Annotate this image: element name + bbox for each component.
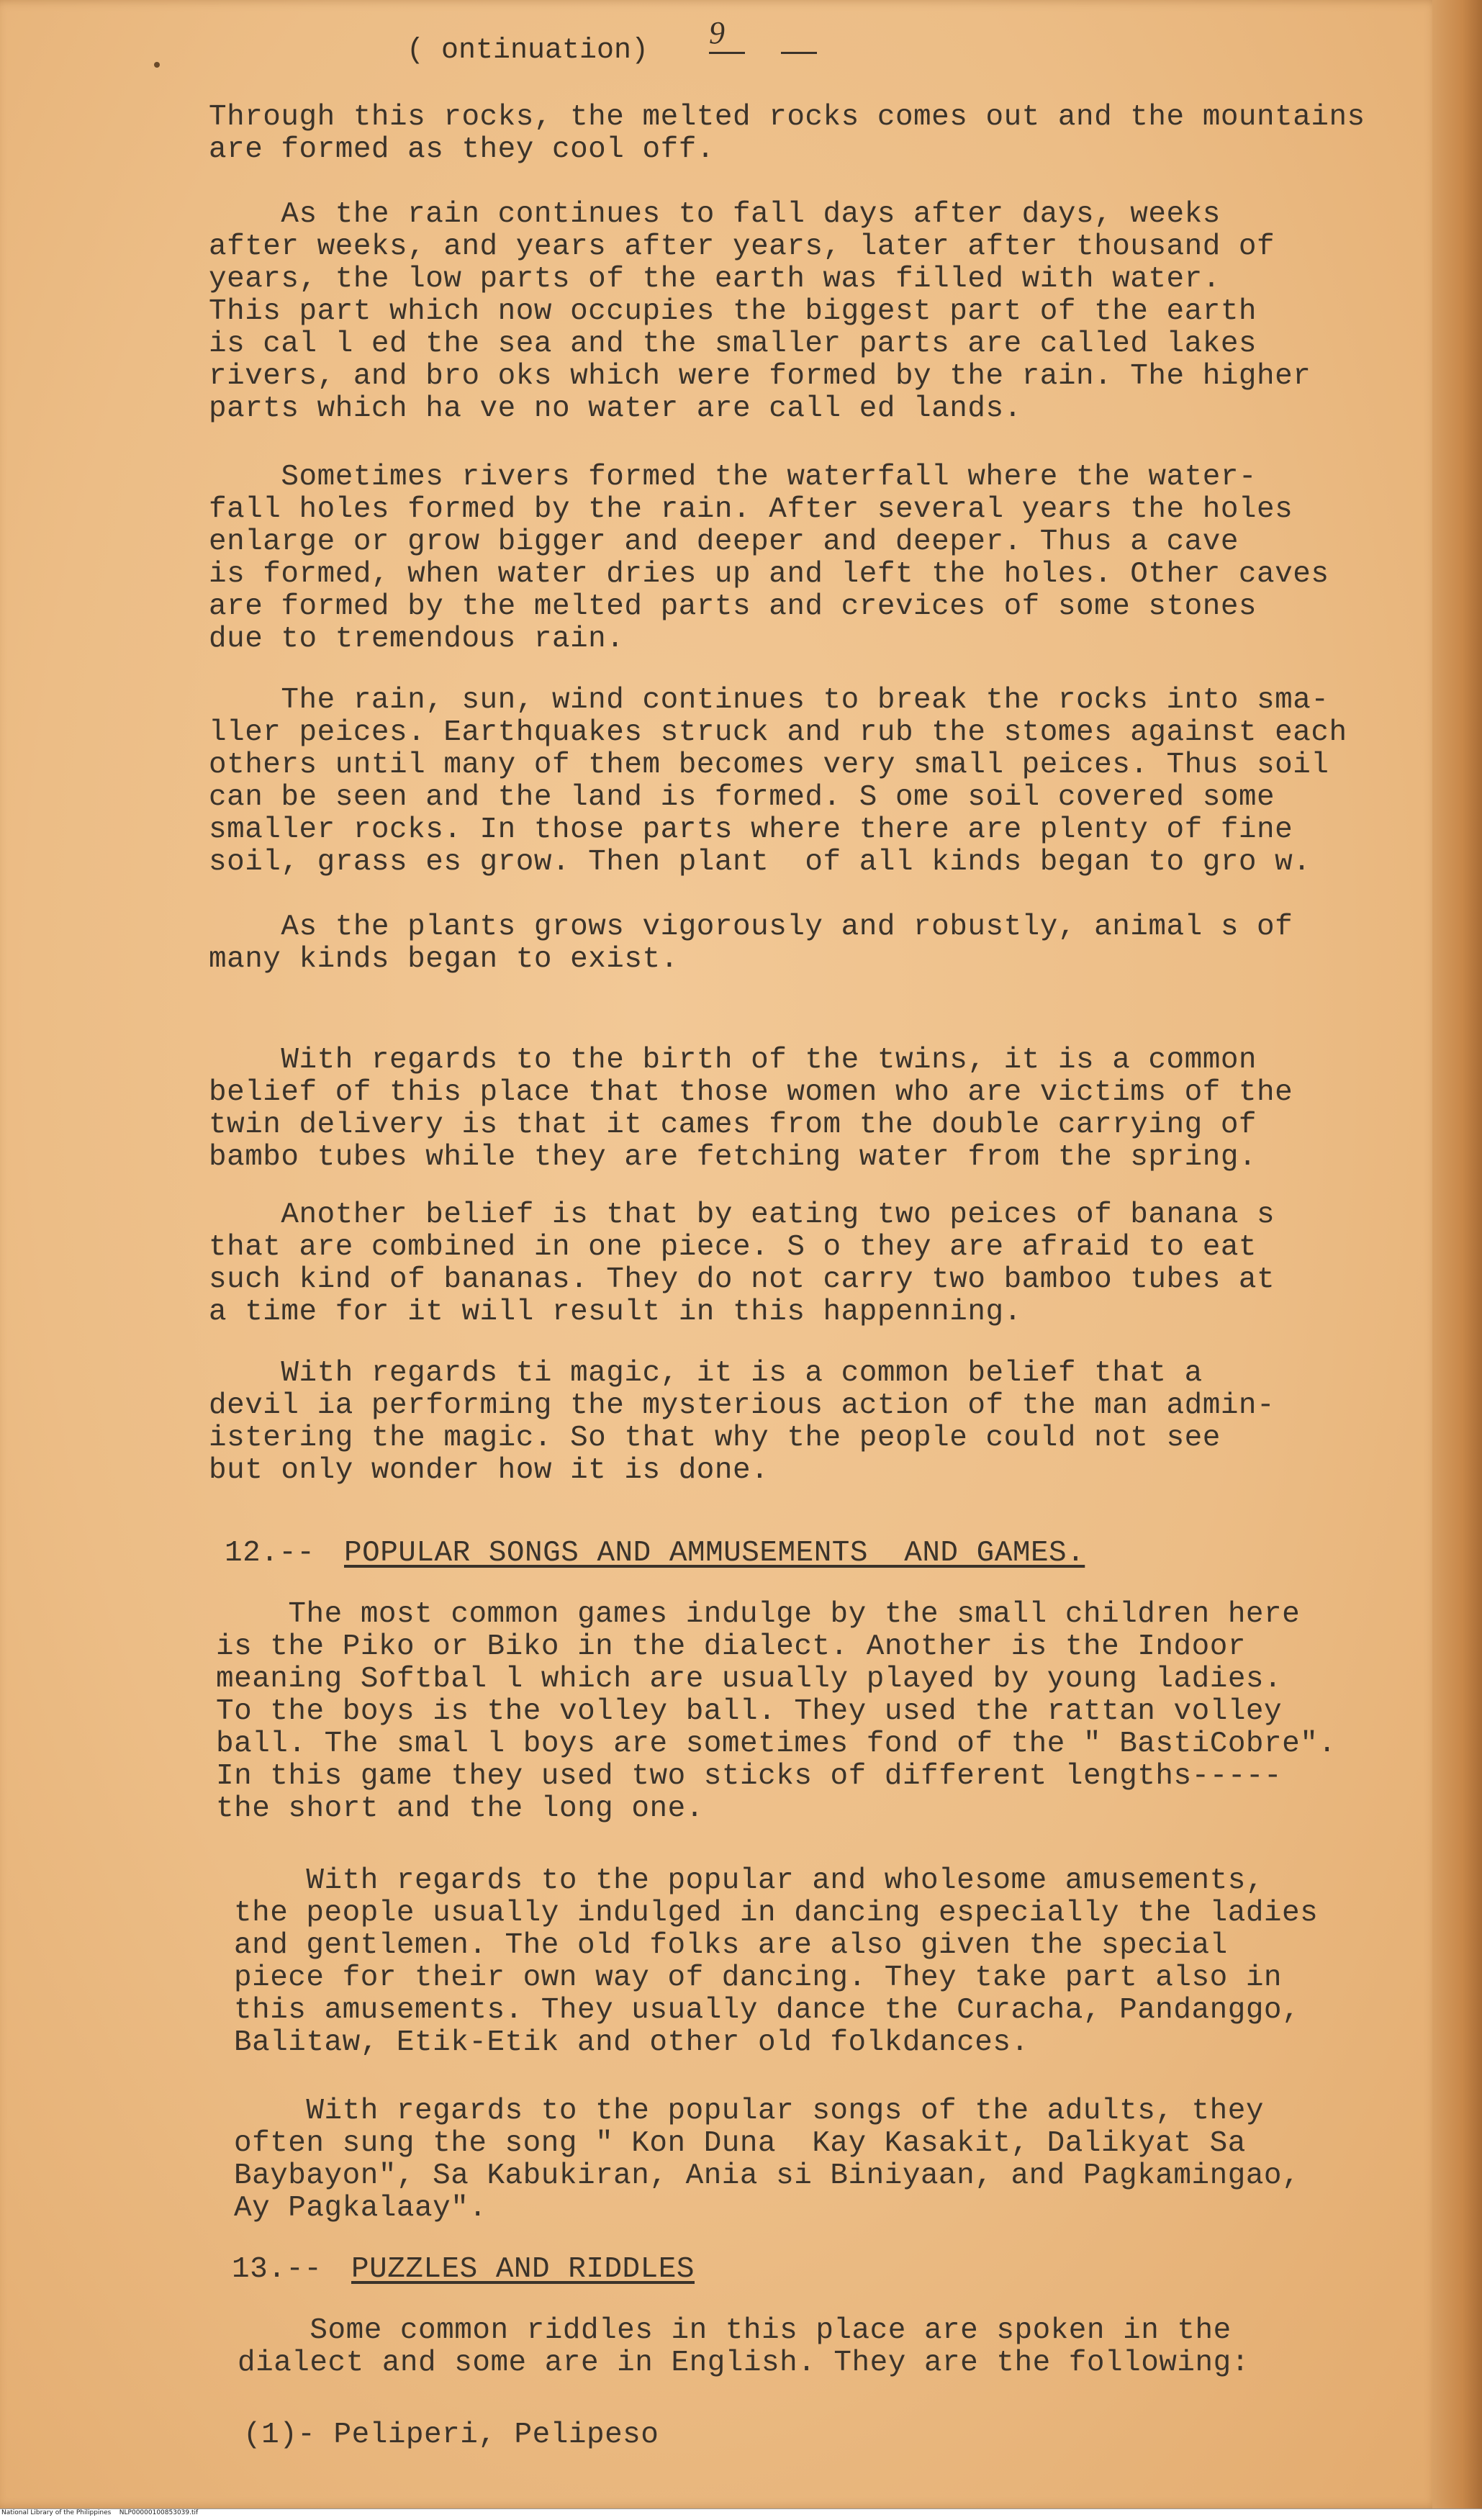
header-dash-left bbox=[709, 52, 745, 54]
paragraph-line: the short and the long one. bbox=[216, 1792, 704, 1825]
paragraph-line: enlarge or grow bigger and deeper and deeper. Thus a cave bbox=[209, 525, 1239, 559]
paragraph-line: a time for it will result in this happenning. bbox=[209, 1296, 1022, 1329]
paragraph-line: devil ia performing the mysterious action of the man admin- bbox=[209, 1389, 1275, 1422]
paragraph-line: This part which now occupies the biggest part of the earth bbox=[209, 295, 1257, 328]
paragraph-line: To the boys is the volley ball. They used the rattan volley bbox=[216, 1695, 1283, 1728]
paragraph-line: The most common games indulge by the small children here bbox=[216, 1598, 1301, 1631]
paragraph-line: Sometimes rivers formed the waterfall where the water- bbox=[209, 461, 1257, 494]
paragraph-line: Through this rocks, the melted rocks comes out and the mountains bbox=[209, 101, 1365, 134]
paragraph-line: is the Piko or Biko in the dialect. Another is the Indoor bbox=[216, 1630, 1246, 1663]
paragraph-line: the people usually indulged in dancing especially the ladies bbox=[234, 1897, 1319, 1930]
paragraph-line: ball. The smal l boys are sometimes fond of the " BastiCobre". bbox=[216, 1728, 1337, 1761]
paragraph-line: With regards ti magic, it is a common belief that a bbox=[209, 1357, 1203, 1390]
footer-strip bbox=[0, 2508, 1482, 2520]
paragraph-line: twin delivery is that it cames from the double carrying of bbox=[209, 1108, 1257, 1142]
page-number: 9 bbox=[709, 15, 725, 50]
paragraph-line: many kinds began to exist. bbox=[209, 943, 679, 976]
riddle-1: (1)- Peliperi, Pelipeso bbox=[243, 2419, 659, 2452]
paragraph-line: that are combined in one piece. S o they are afraid to eat bbox=[209, 1231, 1257, 1264]
paragraph-line: Some common riddles in this place are spoken in the bbox=[238, 2314, 1232, 2347]
paragraph-line: With regards to the popular songs of the adults, they bbox=[234, 2095, 1264, 2128]
paragraph-line: is formed, when water dries up and left the holes. Other caves bbox=[209, 558, 1329, 591]
paragraph-line: smaller rocks. In those parts where there are plenty of fine bbox=[209, 813, 1293, 846]
section-number-12: 12.-- bbox=[225, 1537, 315, 1570]
header-dash-right bbox=[781, 52, 817, 54]
paragraph-line: fall holes formed by the rain. After several years the holes bbox=[209, 493, 1293, 526]
paragraph-line: ller peices. Earthquakes struck and rub the stomes against each bbox=[209, 716, 1347, 749]
paragraph-line: Ay Pagkalaay". bbox=[234, 2192, 487, 2225]
paragraph-line: soil, grass es grow. Then plant of all kinds began to gro w. bbox=[209, 846, 1311, 879]
paragraph-line: As the plants grows vigorously and robustly, animal s of bbox=[209, 911, 1293, 944]
paragraph-line: dialect and some are in English. They are the following: bbox=[238, 2347, 1250, 2380]
paragraph-line: piece for their own way of dancing. They take part also in bbox=[234, 1961, 1283, 1995]
paragraph-line: parts which ha ve no water are call ed lands. bbox=[209, 392, 1022, 425]
paragraph-line: With regards to the popular and wholesome amusements, bbox=[234, 1864, 1264, 1897]
paragraph-line: Another belief is that by eating two peices of banana s bbox=[209, 1198, 1275, 1232]
paragraph-line: others until many of them becomes very small peices. Thus soil bbox=[209, 749, 1329, 782]
paragraph-line: The rain, sun, wind continues to break the rocks into sma- bbox=[209, 684, 1329, 717]
paragraph-line: due to tremendous rain. bbox=[209, 623, 625, 656]
paragraph-line: bambo tubes while they are fetching water from the spring. bbox=[209, 1141, 1257, 1174]
paragraph-line: Baybayon", Sa Kabukiran, Ania si Biniyaan, and Pagkamingao, bbox=[234, 2159, 1301, 2192]
paragraph-line: belief of this place that those women who are victims of the bbox=[209, 1076, 1293, 1109]
section-title-13: PUZZLES AND RIDDLES bbox=[351, 2253, 695, 2286]
paragraph-line: As the rain continues to fall days after days, weeks bbox=[209, 198, 1221, 231]
paragraph-line: Balitaw, Etik-Etik and other old folkdances. bbox=[234, 2026, 1029, 2059]
paragraph-line: In this game they used two sticks of different lengths----- bbox=[216, 1760, 1283, 1793]
section-number-13: 13.-- bbox=[232, 2253, 322, 2286]
page-edge bbox=[1432, 0, 1482, 2508]
footer-caption: National Library of the Philippines NLP00000100853039.tif bbox=[1, 2509, 199, 2516]
paragraph-line: rivers, and bro oks which were formed by the rain. The higher bbox=[209, 360, 1311, 393]
continuation-header: ( ontinuation) bbox=[407, 35, 649, 67]
paragraph-line: years, the low parts of the earth was filled with water. bbox=[209, 263, 1221, 296]
paragraph-line: are formed as they cool off. bbox=[209, 133, 715, 166]
paragraph-line: With regards to the birth of the twins, it is a common bbox=[209, 1044, 1257, 1077]
paragraph-line: often sung the song " Kon Duna Kay Kasakit, Dalikyat Sa bbox=[234, 2127, 1246, 2160]
paragraph-line: such kind of bananas. They do not carry two bamboo tubes at bbox=[209, 1263, 1275, 1296]
paragraph-line: are formed by the melted parts and crevices of some stones bbox=[209, 590, 1257, 623]
punch-mark bbox=[154, 62, 160, 68]
paragraph-line: and gentlemen. The old folks are also given the special bbox=[234, 1929, 1228, 1962]
section-title-12: POPULAR SONGS AND AMMUSEMENTS AND GAMES. bbox=[344, 1537, 1085, 1570]
paragraph-line: this amusements. They usually dance the Curacha, Pandanggo, bbox=[234, 1994, 1301, 2027]
paragraph-line: after weeks, and years after years, later after thousand of bbox=[209, 230, 1275, 263]
paragraph-line: meaning Softbal l which are usually played by young ladies. bbox=[216, 1663, 1283, 1696]
paragraph-line: istering the magic. So that why the people could not see bbox=[209, 1422, 1221, 1455]
paragraph-line: is cal l ed the sea and the smaller parts are called lakes bbox=[209, 328, 1257, 361]
paragraph-line: can be seen and the land is formed. S ome soil covered some bbox=[209, 781, 1275, 814]
paragraph-line: but only wonder how it is done. bbox=[209, 1454, 769, 1487]
